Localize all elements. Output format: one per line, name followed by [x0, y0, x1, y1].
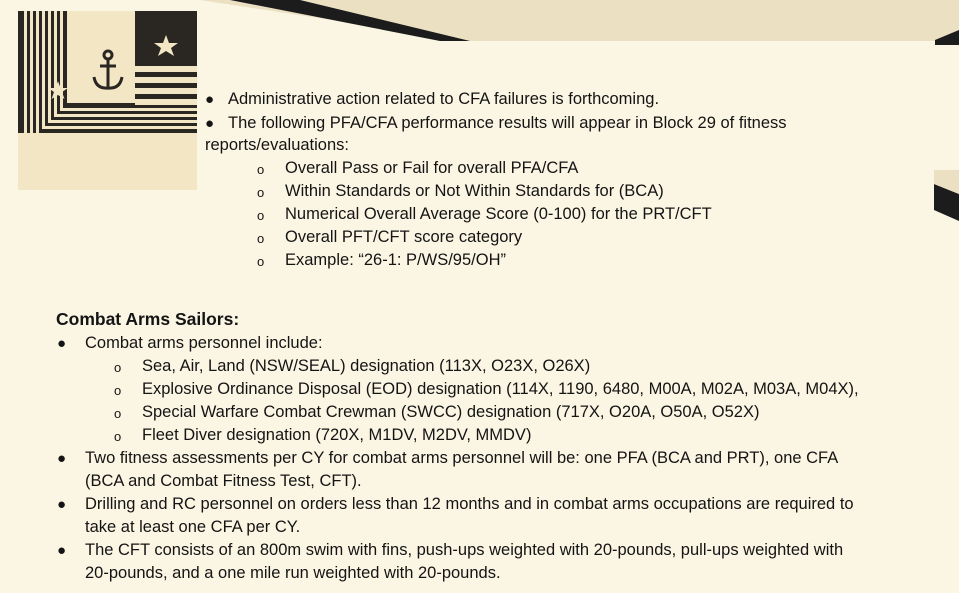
logo-wordmark: MyNAVYHR [21, 141, 180, 171]
circle-bullet-icon: o [114, 383, 122, 398]
combat-item-continued: take at least one CFA per CY. [85, 518, 301, 536]
circle-bullet-icon: o [257, 162, 265, 177]
combat-item: The CFT consists of an 800m swim with fins, push-ups weighted with 20-pounds, pull-ups weighted with [85, 541, 844, 559]
bullet-icon: ● [57, 496, 67, 513]
bullet-icon: ● [205, 115, 215, 132]
section-heading: Combat Arms Sailors: [56, 309, 240, 329]
circle-bullet-icon: o [114, 429, 122, 444]
sub-item: Numerical Overall Average Score (0-100) for the PRT/CFT [285, 205, 712, 223]
circle-bullet-icon: o [257, 185, 265, 200]
bullet-icon: ● [57, 335, 67, 352]
combat-item: Combat arms personnel include: [85, 334, 323, 352]
circle-bullet-icon: o [257, 231, 265, 246]
combat-item: Drilling and RC personnel on orders less than 12 months and in combat arms occupations are required to [85, 495, 854, 513]
logo-tagline: Serving Sailors 24/7 [76, 172, 174, 181]
intro-item: Administrative action related to CFA failures is forthcoming. [228, 90, 660, 108]
intro-item: The following PFA/CFA performance results will appear in Block 29 of fitness [228, 114, 787, 132]
circle-bullet-icon: o [257, 208, 265, 223]
designation-item: Explosive Ordinance Disposal (EOD) designation (114X, 1190, 6480, M00A, M02A, M03A, M04X), [142, 380, 859, 398]
designation-item: Sea, Air, Land (NSW/SEAL) designation (113X, O23X, O26X) [142, 357, 591, 375]
intro-item-continued: reports/evaluations: [205, 136, 349, 154]
circle-bullet-icon: o [114, 406, 122, 421]
sub-item: Overall PFT/CFT score category [285, 228, 523, 246]
designation-item: Fleet Diver designation (720X, M1DV, M2DV, MMDV) [142, 426, 532, 444]
designation-item: Special Warfare Combat Crewman (SWCC) designation (717X, O20A, O50A, O52X) [142, 403, 760, 421]
circle-bullet-icon: o [257, 254, 265, 269]
sub-item: Overall Pass or Fail for overall PFA/CFA [285, 159, 579, 177]
sub-item: Example: “26-1: P/WS/95/OH” [285, 251, 506, 269]
combat-item-continued: (BCA and Combat Fitness Test, CFT). [85, 472, 362, 490]
bullet-icon: ● [57, 542, 67, 559]
bullet-icon: ● [57, 450, 67, 467]
combat-item-continued: 20-pounds, and a one mile run weighted with 20-pounds. [85, 564, 501, 582]
bullet-icon: ● [205, 91, 215, 108]
circle-bullet-icon: o [114, 360, 122, 375]
combat-item: Two fitness assessments per CY for combat arms personnel will be: one PFA (BCA and PRT), one CFA [85, 449, 839, 467]
sub-item: Within Standards or Not Within Standards for (BCA) [285, 182, 664, 200]
